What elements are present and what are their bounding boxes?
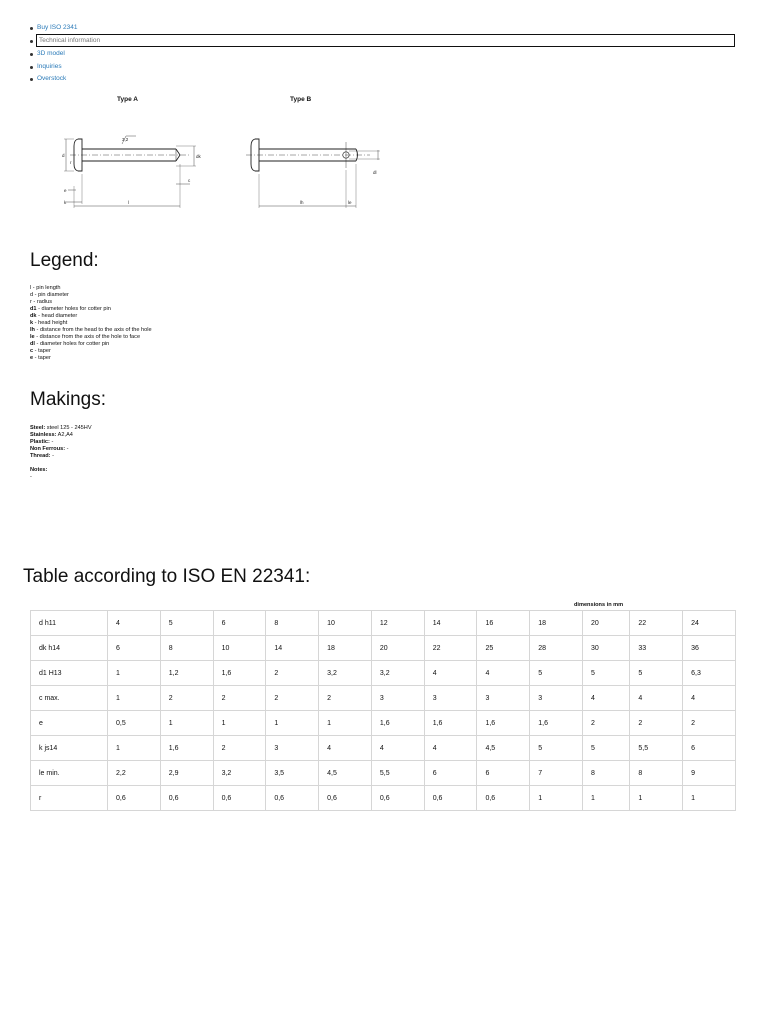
table-cell: 1 (683, 786, 736, 811)
table-cell: 4,5 (319, 761, 372, 786)
active-nav-frame (36, 34, 735, 47)
table-cell: 16 (477, 611, 530, 636)
table-cell: 0,6 (424, 786, 477, 811)
making-row: Stainless: A2,A4 (30, 432, 73, 438)
making-row: Steel: steel 125 - 245HV (30, 425, 92, 431)
dimensions-table (30, 610, 736, 811)
row-header-cell: e (31, 711, 108, 736)
row-header-cell: d1 H13 (31, 661, 108, 686)
legend-item: l - pin length (30, 285, 61, 291)
dim-r-label: r (70, 160, 72, 165)
table-cell: 5 (630, 661, 683, 686)
nav-item-3d-model[interactable] (28, 48, 738, 60)
dim-lh-label: lh (300, 200, 304, 205)
nav-item-inquiries[interactable] (28, 61, 738, 73)
table-cell: 0,6 (213, 786, 266, 811)
table-cell: 6 (108, 636, 161, 661)
nav-item-technical-information[interactable] (28, 35, 738, 47)
type-b-label: Type B (290, 96, 312, 103)
nav-link-3d-model[interactable]: 3D model (37, 50, 65, 57)
legend-item: le - distance from the axis of the hole to face (30, 334, 141, 340)
table-cell: 18 (319, 636, 372, 661)
table-cell: 1 (630, 786, 683, 811)
table-cell: 4 (683, 686, 736, 711)
table-cell: 1 (319, 711, 372, 736)
table-cell: 1 (530, 786, 583, 811)
legend-item: d1 - diameter holes for cotter pin (30, 306, 111, 312)
table-cell: 2 (213, 736, 266, 761)
table-cell: 6 (683, 736, 736, 761)
table-cell: 0,6 (266, 786, 319, 811)
table-cell: 22 (630, 611, 683, 636)
table-row (31, 786, 736, 811)
table-cell: 3 (371, 686, 424, 711)
table-heading: Table according to ISO EN 22341: (23, 566, 311, 587)
legend-item: r - radius (30, 299, 53, 305)
table-cell: 9 (683, 761, 736, 786)
legend-item: d - pin diameter (30, 292, 69, 298)
table-cell: 12 (371, 611, 424, 636)
table-cell: 33 (630, 636, 683, 661)
legend-item: k - head height (30, 320, 68, 326)
dim-k-label: k (64, 200, 67, 205)
table-cell: 14 (424, 611, 477, 636)
type-a-pin-drawing (64, 136, 196, 208)
table-cell: 0,6 (319, 786, 372, 811)
table-cell: 2 (683, 711, 736, 736)
nav-link-technical-information[interactable]: Technical information (39, 36, 101, 44)
table-cell: 5 (583, 661, 630, 686)
table-cell: 4 (583, 686, 630, 711)
section-nav (28, 22, 738, 86)
table-cell: 3 (424, 686, 477, 711)
table-cell: 3,5 (266, 761, 319, 786)
table-cell: 1,6 (371, 711, 424, 736)
table-cell: 1,6 (424, 711, 477, 736)
table-cell: 2 (266, 661, 319, 686)
dim-le-label: le (348, 200, 352, 205)
table-cell: 2 (630, 711, 683, 736)
table-cell: 6,3 (683, 661, 736, 686)
table-cell: 5 (530, 736, 583, 761)
row-header-cell: dk h14 (31, 636, 108, 661)
table-cell: 8 (630, 761, 683, 786)
table-cell: 1,6 (160, 736, 213, 761)
table-cell: 1,6 (530, 711, 583, 736)
table-cell: 36 (683, 636, 736, 661)
table-cell: 3,2 (213, 761, 266, 786)
table-cell: 5,5 (630, 736, 683, 761)
table-cell: 2,2 (108, 761, 161, 786)
table-cell: 3 (477, 686, 530, 711)
table-cell: 1 (583, 786, 630, 811)
table-cell: 5,5 (371, 761, 424, 786)
notes-value: - (30, 474, 32, 480)
row-header-cell: le min. (31, 761, 108, 786)
notes-label: Notes: (30, 467, 48, 473)
row-header-cell: k js14 (31, 736, 108, 761)
nav-link-overstock[interactable]: Overstock (37, 75, 67, 82)
table-cell: 6 (424, 761, 477, 786)
table-cell: 4 (108, 611, 161, 636)
type-b-pin-drawing (246, 139, 380, 208)
table-cell: 10 (213, 636, 266, 661)
table-cell: 8 (160, 636, 213, 661)
table-cell: 10 (319, 611, 372, 636)
table-cell: 2 (266, 686, 319, 711)
nav-item-buy[interactable] (28, 22, 738, 34)
table-cell: 20 (371, 636, 424, 661)
table-cell: 0,6 (371, 786, 424, 811)
table-cell: 4 (371, 736, 424, 761)
table-cell: 2,9 (160, 761, 213, 786)
legend-item: e - taper (30, 355, 51, 361)
table-cell: 8 (266, 611, 319, 636)
table-cell: 2 (319, 686, 372, 711)
legend-list (30, 285, 152, 362)
dim-d-label: d (62, 153, 65, 158)
table-cell: 7 (530, 761, 583, 786)
table-row (31, 761, 736, 786)
table-cell: 0,5 (108, 711, 161, 736)
table-row (31, 661, 736, 686)
table-row (31, 636, 736, 661)
dim-l-label: l (128, 200, 129, 205)
legend-item: dk - head diameter (30, 313, 78, 319)
dim-e-label: e (64, 188, 67, 193)
table-cell: 4 (319, 736, 372, 761)
table-cell: 25 (477, 636, 530, 661)
table-cell: 1 (266, 711, 319, 736)
table-cell: 4 (424, 661, 477, 686)
nav-link-buy[interactable]: Buy ISO 2341 (37, 24, 78, 31)
row-header-cell: r (31, 786, 108, 811)
dim-dk-label: dk (196, 154, 201, 159)
table-cell: 1 (160, 711, 213, 736)
table-cell: 3 (266, 736, 319, 761)
table-row (31, 686, 736, 711)
type-b-dimension-labels (300, 170, 377, 205)
legend-heading: Legend: (30, 250, 99, 271)
table-cell: 0,6 (477, 786, 530, 811)
making-row: Non Ferrous: - (30, 446, 69, 452)
table-cell: 6 (213, 611, 266, 636)
table-cell: 4 (424, 736, 477, 761)
table-cell: 24 (683, 611, 736, 636)
table-cell: 2 (583, 711, 630, 736)
table-row (31, 611, 736, 636)
table-cell: 1 (213, 711, 266, 736)
table-cell: 1 (108, 661, 161, 686)
dim-dl-label: dl (373, 170, 377, 175)
table-row (31, 736, 736, 761)
nav-link-inquiries[interactable]: Inquiries (37, 62, 62, 70)
table-cell: 5 (583, 736, 630, 761)
table-cell: 22 (424, 636, 477, 661)
table-cell: 18 (530, 611, 583, 636)
table-cell: 1 (108, 736, 161, 761)
table-cell: 4 (477, 661, 530, 686)
table-cell: 3,2 (319, 661, 372, 686)
row-header-cell: c max. (31, 686, 108, 711)
table-cell: 14 (266, 636, 319, 661)
table-row (31, 711, 736, 736)
dim-c-label: c (188, 178, 191, 183)
table-cell: 0,6 (108, 786, 161, 811)
table-cell: 28 (530, 636, 583, 661)
makings-heading: Makings: (30, 389, 107, 410)
table-cell: 6 (477, 761, 530, 786)
table-cell: 1 (108, 686, 161, 711)
table-cell: 3 (530, 686, 583, 711)
table-cell: 20 (583, 611, 630, 636)
type-a-label: Type A (117, 96, 138, 103)
surface-finish-label: 3,2 (122, 137, 129, 142)
table-cell: 2 (160, 686, 213, 711)
making-row: Thread: - (30, 453, 54, 459)
table-cell: 30 (583, 636, 630, 661)
table-cell: 4 (630, 686, 683, 711)
table-cell: 5 (530, 661, 583, 686)
table-cell: 3,2 (371, 661, 424, 686)
table-cell: 1,6 (477, 711, 530, 736)
table-cell: 0,6 (160, 786, 213, 811)
table-cell: 1,6 (213, 661, 266, 686)
table-cell: 4,5 (477, 736, 530, 761)
table-cell: 2 (213, 686, 266, 711)
legend-item: dl - diameter holes for cotter pin (30, 341, 110, 347)
row-header-cell: d h11 (31, 611, 108, 636)
makings-list (30, 425, 92, 481)
pin-technical-drawing (30, 124, 390, 214)
legend-item: c - taper (30, 348, 51, 354)
making-row: Plastic: - (30, 439, 54, 445)
table-cell: 5 (160, 611, 213, 636)
nav-item-overstock[interactable] (28, 73, 738, 85)
table-caption: dimensions in mm (574, 602, 624, 608)
table-cell: 8 (583, 761, 630, 786)
type-a-dimension-labels (62, 137, 202, 205)
legend-item: lh - distance from the head to the axis of the hole (30, 327, 152, 333)
table-cell: 1,2 (160, 661, 213, 686)
